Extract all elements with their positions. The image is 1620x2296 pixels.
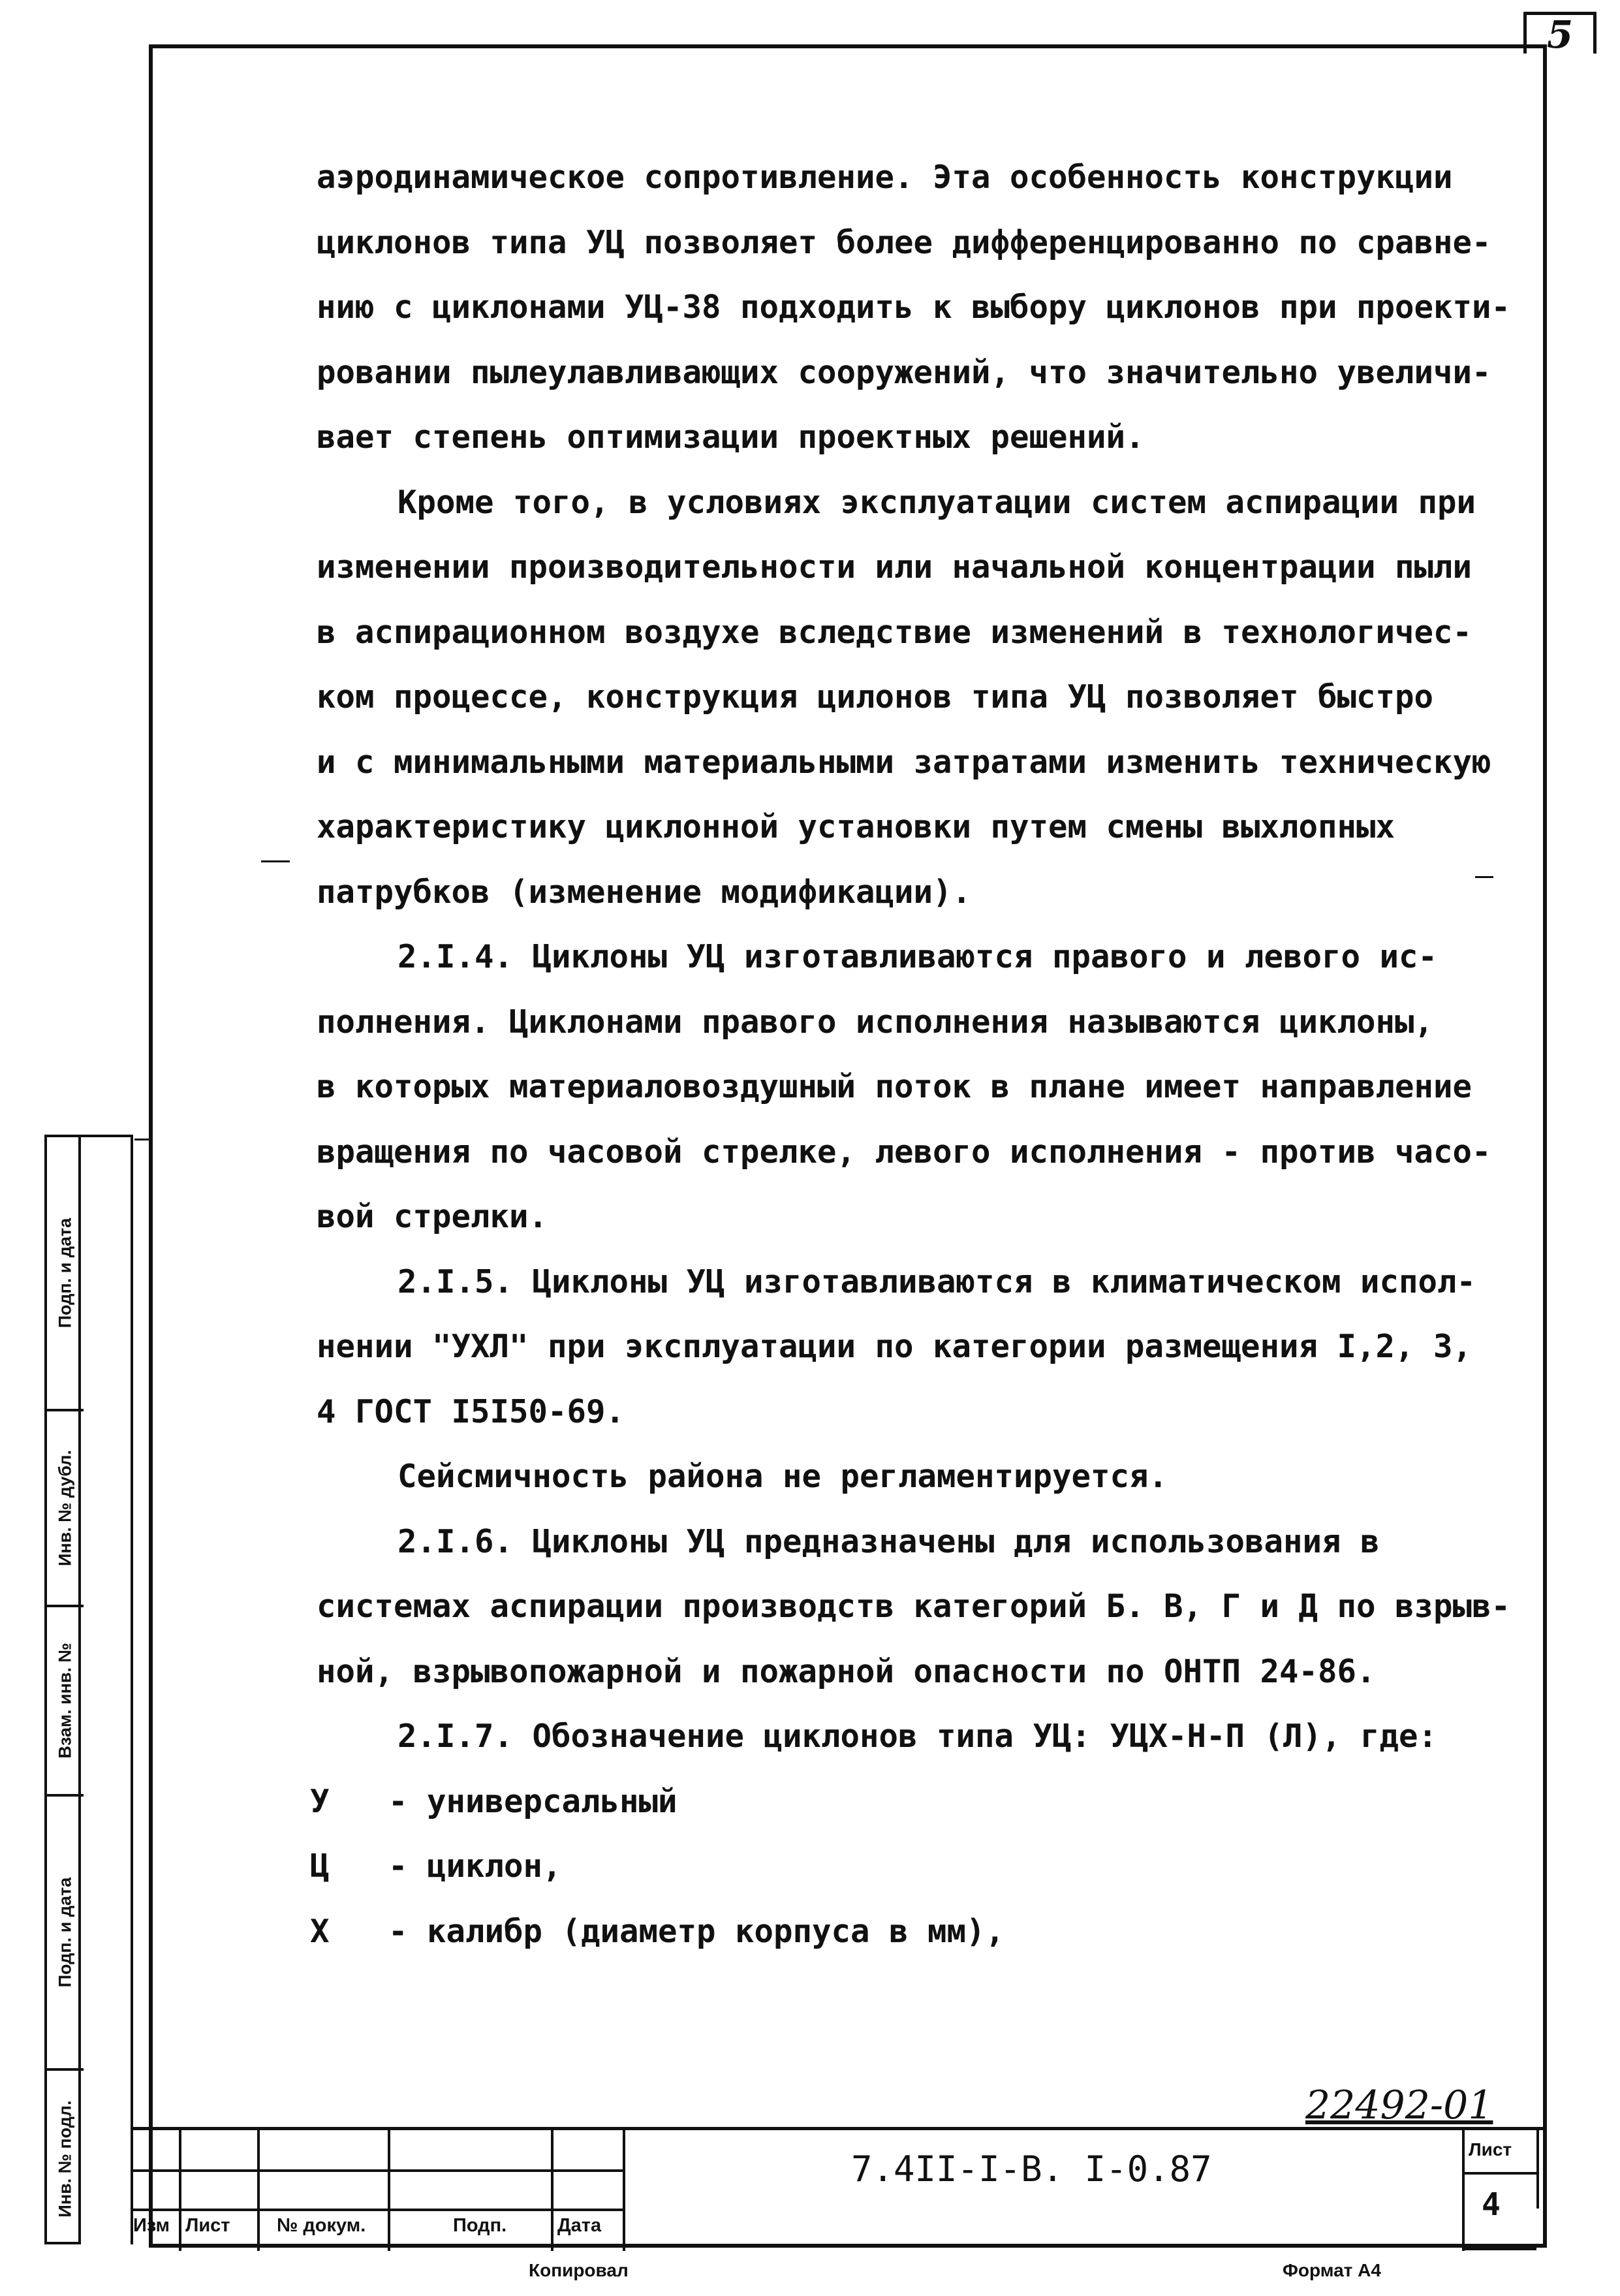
archive-stamp-number: 22492-01 <box>1305 2083 1493 2128</box>
tb-row-line <box>1462 2172 1536 2175</box>
tb-row-line <box>133 2169 623 2172</box>
margin-tick <box>261 860 290 862</box>
tb-col-date: Дата <box>557 2215 602 2236</box>
text-line: циклонов типа УЦ позволяет более дифференцированно по сравне- <box>317 223 1491 261</box>
sidebar-label-sign-date-2: Подп. и дата <box>55 1877 75 1988</box>
text-line: изменении производительности или начальной концентрации пыли <box>317 548 1472 586</box>
definition-text: - калибр (диаметр корпуса в мм), <box>388 1912 1005 1950</box>
text-line: нении "УХЛ" при эксплуатации по категории размещения I,2, 3, <box>317 1328 1472 1365</box>
tb-divider <box>1462 2130 1465 2251</box>
text-line: вой стрелки. <box>317 1198 548 1235</box>
text-line: в которых материаловоздушный поток в плане имеет направление <box>317 1068 1472 1105</box>
text-line: системах аспирации производств категорий Б. В, Г и Д по взрыв- <box>317 1588 1511 1625</box>
text-line: ной, взрывопожарной и пожарной опасности по ОНТП 24-86. <box>317 1652 1376 1690</box>
tb-divider <box>1536 2130 1539 2209</box>
definition-item <box>310 1899 1537 1964</box>
text-line: аэродинамическое сопротивление. Эта особенность конструкции <box>317 159 1453 196</box>
text-line: Сейсмичность района не регламентируется. <box>397 1458 1168 1495</box>
definition-item <box>310 1769 1537 1834</box>
text-line: 2.I.5. Циклоны УЦ изготавливаются в климатическом испол- <box>397 1263 1476 1300</box>
definition-text: - универсальный <box>388 1782 678 1820</box>
tb-divider <box>179 2130 181 2251</box>
document-body <box>310 145 1537 1964</box>
sidebar-cell-orig-inv <box>47 2071 84 2247</box>
definition-letter: У <box>310 1782 330 1820</box>
tb-divider <box>388 2130 390 2251</box>
definition-letter: Ц <box>310 1848 330 1885</box>
sidebar-second-column <box>81 1135 133 2244</box>
text-line: 2.I.6. Циклоны УЦ предназначены для использования в <box>397 1522 1380 1560</box>
tb-row-line <box>1462 2248 1536 2250</box>
margin-tick <box>1475 876 1493 878</box>
tb-row-line <box>133 2209 623 2211</box>
tb-col-doc-number: № докум. <box>277 2215 366 2236</box>
sidebar-label-sign-date: Подп. и дата <box>55 1218 75 1329</box>
margin-tick <box>134 1139 150 1140</box>
text-line: патрубков (изменение модификации). <box>317 873 972 911</box>
sidebar-label-replace-inv: Взам. инв. № <box>55 1643 75 1759</box>
text-line: Кроме того, в условиях эксплуатации систем аспирации при <box>397 483 1476 521</box>
sidebar-label-dup-inv: Инв. № дубл. <box>55 1449 75 1567</box>
text-line: нию с циклонами УЦ-38 подходить к выбору циклонов при проекти- <box>317 289 1511 326</box>
tb-col-signature: Подп. <box>453 2215 507 2236</box>
definition-item <box>310 1834 1537 1899</box>
text-line: 2.I.7. Обозначение циклонов типа УЦ: УЦХ-Н-П (Л), где: <box>397 1718 1438 1755</box>
text-line: ком процессе, конструкция цилонов типа УЦ позволяет быстро <box>317 678 1434 716</box>
tb-divider <box>551 2130 553 2251</box>
text-line: ровании пылеулавливающих сооружений, что значительно увеличи- <box>317 353 1491 391</box>
footer-copied-by: Копировал <box>529 2260 629 2280</box>
tb-divider <box>623 2130 625 2251</box>
sidebar-cell-replace-inv <box>47 1607 84 1797</box>
definition-text: - циклон, <box>388 1848 562 1885</box>
document-code: 7.4II-I-В. I-0.87 <box>851 2148 1212 2190</box>
text-line: 4 ГОСТ I5I50-69. <box>317 1392 625 1430</box>
sidebar-cell-sign-date <box>47 1137 84 1411</box>
text-line: полнения. Циклонами правого исполнения называются циклоны, <box>317 1003 1434 1041</box>
tb-col-change: Изм <box>133 2215 170 2236</box>
text-line: вращения по часовой стрелке, левого исполнения - против часо- <box>317 1133 1491 1171</box>
text-line: в аспирационном воздухе вследствие изменений в технологичес- <box>317 613 1472 651</box>
sidebar-cell-sign-date-2 <box>47 1797 84 2071</box>
approval-sidebar <box>44 1135 81 2244</box>
sidebar-cell-dup-inv <box>47 1411 84 1607</box>
sheet-label: Лист <box>1469 2139 1512 2160</box>
title-block <box>133 2127 1547 2248</box>
tb-col-sheet: Лист <box>185 2215 230 2236</box>
text-line: 2.I.4. Циклоны УЦ изготавливаются правого и левого ис- <box>397 938 1438 975</box>
text-line: вает степень оптимизации проектных решений. <box>317 418 1145 456</box>
definition-letter: Х <box>310 1912 330 1950</box>
sheet-number: 4 <box>1482 2186 1501 2223</box>
text-line: характеристику циклонной установки путем смены выхлопных <box>317 808 1395 845</box>
corner-page-number: 5 <box>1523 12 1597 54</box>
footer-format: Формат А4 <box>1283 2260 1381 2280</box>
tb-divider <box>257 2130 260 2251</box>
sidebar-label-orig-inv: Инв. № подл. <box>55 2100 75 2218</box>
text-line: и с минимальными материальными затратами изменить техническую <box>317 743 1491 781</box>
